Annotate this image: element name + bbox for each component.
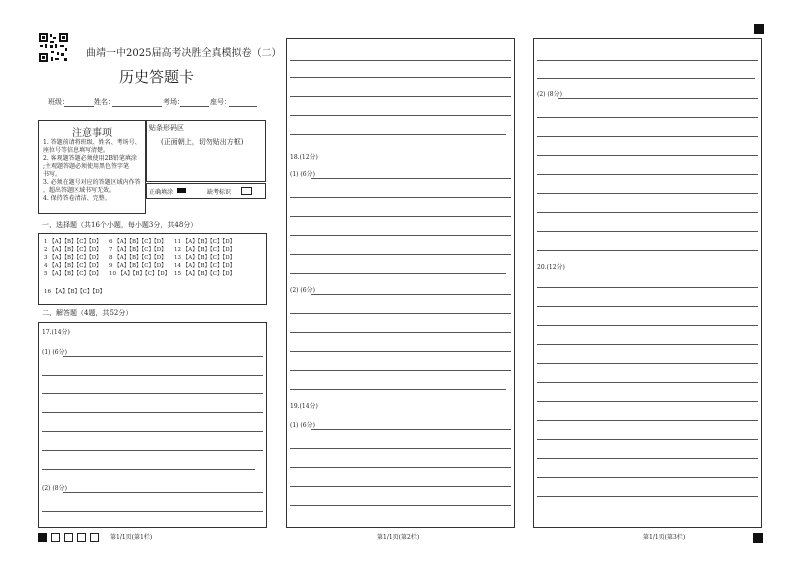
- correct-fill-sample: [177, 188, 186, 193]
- choice-item[interactable]: 4 【A】【B】【C】【D】: [44, 263, 102, 269]
- answer-line[interactable]: [537, 401, 758, 402]
- notice-item: 2. 客观题答题必须使用2B铅笔填涂: [43, 155, 137, 162]
- notice-item: 座位号等信息填写清楚。: [43, 147, 110, 154]
- answer-line[interactable]: [311, 178, 511, 179]
- answer-line[interactable]: [537, 458, 758, 459]
- notice-box: [38, 120, 146, 214]
- notice-item: ，超出答题区域书写无效。: [43, 187, 116, 194]
- choice-item[interactable]: 16 【A】【B】【C】【D】: [44, 289, 106, 295]
- seat-label: 座号：: [210, 98, 231, 106]
- correct-fill-label: 正确填涂: [149, 189, 174, 196]
- answer-line[interactable]: [42, 511, 263, 512]
- answer-line[interactable]: [290, 134, 506, 135]
- qr-code-icon: [38, 32, 69, 63]
- notice-item: ;主观题答题必须使用黑色签字笔: [43, 163, 130, 170]
- absent-mark-checkbox[interactable]: [241, 187, 252, 195]
- answer-line[interactable]: [290, 505, 511, 506]
- choice-item[interactable]: 12 【A】【B】【C】【D】: [174, 247, 236, 253]
- answer-line[interactable]: [290, 448, 511, 449]
- answer-line[interactable]: [311, 429, 511, 430]
- page-indicator-1: 第1/1页(第1栏): [110, 534, 153, 541]
- answer-line[interactable]: [63, 356, 263, 357]
- notice-item: 4. 保持答卷清洁、完整。: [43, 195, 111, 202]
- barcode-hint: (正面朝上，切勿贴出方框): [161, 138, 244, 146]
- answer-line[interactable]: [311, 294, 511, 295]
- choice-row: [44, 270, 235, 278]
- absent-mark-label: 缺考标识: [207, 189, 232, 196]
- room-label: 考场：: [163, 98, 184, 106]
- answer-line[interactable]: [537, 250, 758, 251]
- answer-line[interactable]: [537, 439, 758, 440]
- answer-line[interactable]: [537, 477, 758, 478]
- answer-line[interactable]: [290, 254, 511, 255]
- answer-line[interactable]: [537, 420, 758, 421]
- answer-line[interactable]: [537, 382, 758, 383]
- position-marker: [51, 533, 60, 542]
- answer-line[interactable]: [290, 351, 511, 352]
- q19-2-label: (2) (8分): [537, 91, 562, 98]
- answer-line[interactable]: [537, 287, 758, 288]
- notice-item: 书写。: [43, 171, 62, 178]
- choice-row: [44, 238, 235, 246]
- choice-item[interactable]: 9 【A】【B】【C】【D】: [109, 263, 167, 269]
- answer-line[interactable]: [537, 174, 758, 175]
- page-indicator-3: 第1/1页(第3栏): [643, 534, 686, 541]
- name-input[interactable]: [112, 106, 162, 107]
- choice-item[interactable]: 10 【A】【B】【C】【D】: [109, 271, 171, 277]
- position-marker: [64, 533, 73, 542]
- choice-item[interactable]: 15 【A】【B】【C】【D】: [174, 271, 236, 277]
- section2-title: 二、解答题（4题，共52分）: [42, 309, 133, 317]
- answer-line[interactable]: [290, 77, 511, 78]
- answer-line[interactable]: [537, 496, 758, 497]
- choice-row: [44, 262, 235, 270]
- answer-line[interactable]: [537, 117, 758, 118]
- answer-line[interactable]: [42, 469, 255, 470]
- answer-line[interactable]: [290, 467, 511, 468]
- position-marker: [77, 533, 86, 542]
- choice-row: [44, 254, 235, 262]
- choice-item[interactable]: 13 【A】【B】【C】【D】: [174, 255, 236, 261]
- corner-marker: [753, 533, 763, 543]
- answer-line[interactable]: [537, 155, 758, 156]
- answer-line[interactable]: [290, 273, 506, 274]
- seat-input[interactable]: [229, 106, 257, 107]
- column3-answer-box: [533, 38, 762, 528]
- q20-label: 20.(12分): [537, 264, 565, 271]
- answer-line[interactable]: [290, 115, 511, 116]
- fill-example-box: [146, 183, 266, 199]
- info-fields: [48, 97, 268, 109]
- class-input[interactable]: [64, 106, 94, 107]
- choice-item[interactable]: 8 【A】【B】【C】【D】: [109, 255, 167, 261]
- choice-row: [44, 246, 235, 254]
- notice-item: 3. 必须在题号对应的答题区域内作答: [43, 179, 141, 186]
- barcode-title: 贴条形码区: [149, 124, 184, 132]
- answer-line[interactable]: [537, 193, 758, 194]
- q19-1-label: (1) (6分): [290, 422, 315, 429]
- q18-1-label: (1) (6分): [290, 171, 315, 178]
- card-title: 历史答题卡: [119, 68, 195, 86]
- answer-line[interactable]: [63, 492, 263, 493]
- answer-line[interactable]: [537, 212, 758, 213]
- answer-line[interactable]: [290, 313, 511, 314]
- q17-1-label: (1) (6分): [42, 349, 67, 356]
- room-input[interactable]: [180, 106, 209, 107]
- notice-title: 注意事项: [72, 128, 112, 139]
- position-marker: [38, 533, 47, 542]
- answer-line[interactable]: [537, 60, 758, 61]
- answer-line[interactable]: [558, 98, 758, 99]
- q18-2-label: (2) (6分): [290, 287, 315, 294]
- answer-line[interactable]: [42, 375, 263, 376]
- choice-item[interactable]: 14 【A】【B】【C】【D】: [174, 263, 236, 269]
- q17-answer-box: [38, 322, 267, 528]
- answer-line[interactable]: [537, 231, 758, 232]
- answer-line[interactable]: [42, 412, 263, 413]
- answer-line[interactable]: [537, 78, 755, 79]
- choice-item[interactable]: 3 【A】【B】【C】【D】: [44, 255, 102, 261]
- answer-line[interactable]: [537, 363, 758, 364]
- notice-item: 1. 答题前请将班级、姓名、考场号、: [43, 139, 141, 146]
- q17-label: 17.(14分): [42, 329, 70, 336]
- barcode-area: [146, 120, 266, 182]
- position-marker: [90, 533, 99, 542]
- answer-line[interactable]: [42, 450, 263, 451]
- choice-item[interactable]: 1 【A】【B】【C】【D】: [44, 239, 102, 245]
- answer-line[interactable]: [290, 235, 511, 236]
- answer-line[interactable]: [290, 96, 511, 97]
- answer-line[interactable]: [290, 60, 511, 61]
- answer-line[interactable]: [537, 136, 758, 137]
- q18-label: 18.(12分): [290, 154, 318, 161]
- choice-box: [38, 233, 267, 305]
- answer-line[interactable]: [537, 344, 758, 345]
- answer-line[interactable]: [290, 389, 506, 390]
- answer-line[interactable]: [290, 197, 511, 198]
- choice-item[interactable]: 2 【A】【B】【C】【D】: [44, 247, 102, 253]
- choice-item[interactable]: 5 【A】【B】【C】【D】: [44, 271, 102, 277]
- q17-2-label: (2) (8分): [42, 485, 67, 492]
- choice-item[interactable]: 7 【A】【B】【C】【D】: [109, 247, 167, 253]
- answer-line[interactable]: [290, 216, 511, 217]
- answer-line[interactable]: [42, 431, 263, 432]
- answer-line[interactable]: [537, 306, 758, 307]
- page-indicator-2: 第1/1页(第2栏): [377, 534, 420, 541]
- q19-label: 19.(14分): [290, 403, 318, 410]
- corner-marker: [754, 24, 764, 34]
- answer-line[interactable]: [42, 393, 263, 394]
- exam-title: 曲靖一中2025届高考决胜全真模拟卷（二）: [86, 48, 282, 59]
- choice-item[interactable]: 6 【A】【B】【C】【D】: [109, 239, 167, 245]
- answer-line[interactable]: [290, 486, 511, 487]
- answer-line[interactable]: [290, 332, 511, 333]
- name-label: 姓名：: [94, 98, 115, 106]
- column2-answer-box: [286, 38, 515, 528]
- class-label: 班级：: [48, 98, 69, 106]
- answer-line[interactable]: [290, 370, 511, 371]
- choice-item[interactable]: 11 【A】【B】【C】【D】: [174, 239, 236, 245]
- answer-line[interactable]: [537, 325, 758, 326]
- section1-title: 一、选择题（共16个小题，每小题3分，共48分）: [42, 221, 198, 229]
